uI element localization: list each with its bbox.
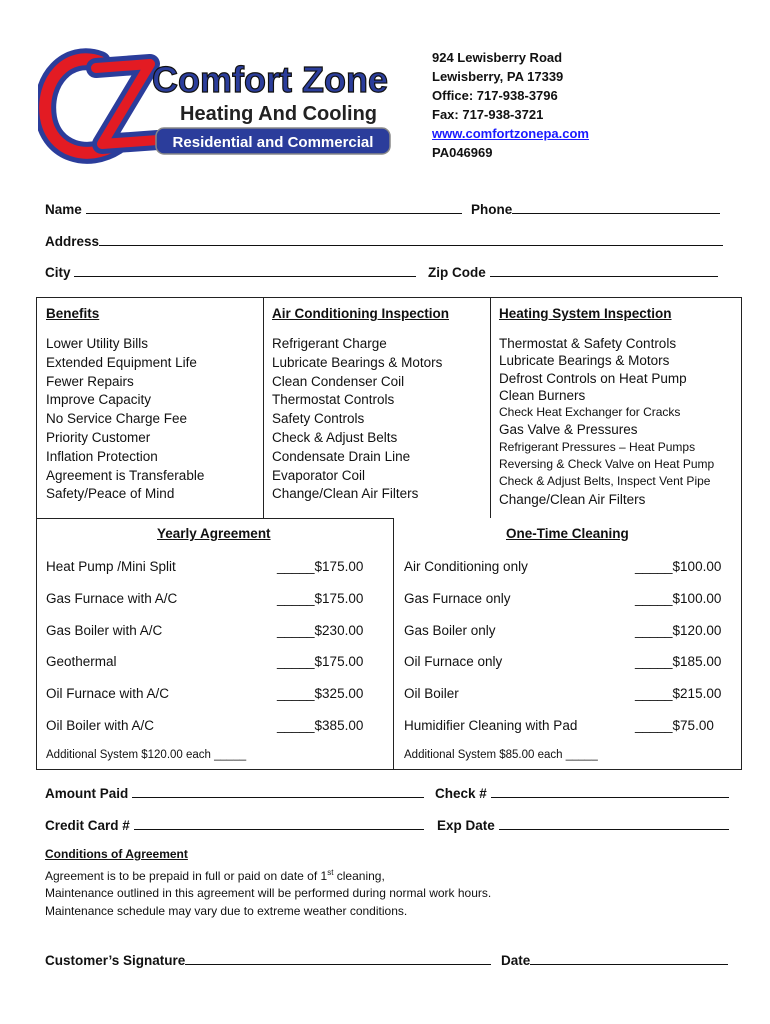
list-item: Inflation Protection xyxy=(46,448,158,464)
yearly-label: Geothermal xyxy=(46,654,117,669)
amount-paid-label: Amount Paid xyxy=(45,786,129,801)
list-item: Lubricate Bearings & Motors xyxy=(499,353,670,369)
list-item: Refrigerant Charge xyxy=(272,336,387,351)
conditions-block xyxy=(45,846,491,920)
name-label: Name xyxy=(45,202,82,217)
list-item: No Service Charge Fee xyxy=(46,411,188,427)
exp-date-field[interactable] xyxy=(437,817,729,833)
onetime-label: Air Conditioning only xyxy=(404,559,528,574)
service-table xyxy=(36,297,742,770)
list-item: Check & Adjust Belts, Inspect Vent Pipe xyxy=(499,474,711,489)
heating-inspection-header: Heating System Inspection xyxy=(499,306,672,321)
benefits-list xyxy=(46,335,204,504)
list-item: Condensate Drain Line xyxy=(272,448,411,464)
address-line-2: Lewisberry, PA 17339 xyxy=(432,69,564,84)
check-number-label: Check # xyxy=(435,786,487,801)
ac-inspection-list xyxy=(272,335,442,504)
yearly-price[interactable]: _____$175.00 xyxy=(277,559,364,574)
address-line-1: 924 Lewisberry Road xyxy=(432,50,563,65)
heating-inspection-list xyxy=(499,335,714,508)
list-item: Extended Equipment Life xyxy=(46,354,197,370)
conditions-line-3: Maintenance schedule may vary due to extreme weather conditions. xyxy=(45,903,408,918)
onetime-label: Oil Furnace only xyxy=(404,654,503,669)
yearly-header: Yearly Agreement xyxy=(157,526,271,541)
yearly-price[interactable]: _____$175.00 xyxy=(277,654,364,669)
list-item: Change/Clean Air Filters xyxy=(272,486,419,502)
list-item: Clean Burners xyxy=(499,387,586,403)
list-item: Improve Capacity xyxy=(46,392,152,408)
fax-number: Fax: 717-938-3721 xyxy=(432,107,544,122)
amount-paid-field[interactable] xyxy=(45,785,424,801)
credit-card-label: Credit Card # xyxy=(45,818,130,833)
onetime-price[interactable]: _____$75.00 xyxy=(635,718,714,733)
list-item: Check & Adjust Belts xyxy=(272,429,398,445)
onetime-price[interactable]: _____$215.00 xyxy=(635,686,722,701)
zip-field[interactable] xyxy=(428,264,718,280)
yearly-label: Oil Furnace with A/C xyxy=(46,686,170,701)
list-item: Gas Valve & Pressures xyxy=(499,422,638,438)
company-banner: Residential and Commercial xyxy=(172,134,374,151)
city-label: City xyxy=(45,265,71,280)
website-link[interactable]: www.comfortzonepa.com xyxy=(432,126,589,141)
list-item: Evaporator Coil xyxy=(272,467,366,483)
contact-block xyxy=(432,48,589,162)
list-item: Priority Customer xyxy=(46,429,151,445)
conditions-line-1: Agreement is to be prepaid in full or paid on date of 1st cleaning, xyxy=(45,867,385,883)
signature-label: Customer’s Signature xyxy=(45,953,186,968)
onetime-label: Humidifier Cleaning with Pad xyxy=(404,718,578,733)
address-field[interactable] xyxy=(45,233,723,249)
zip-label: Zip Code xyxy=(428,265,486,280)
list-item: Agreement is Transferable xyxy=(46,467,205,483)
name-field[interactable] xyxy=(45,201,462,217)
list-item: Thermostat Controls xyxy=(272,392,395,408)
onetime-label: Gas Boiler only xyxy=(404,623,496,638)
cz-monogram-icon xyxy=(38,40,408,170)
conditions-line-2: Maintenance outlined in this agreement will be performed during normal work hours. xyxy=(45,886,492,900)
conditions-header: Conditions of Agreement xyxy=(45,847,188,861)
yearly-label: Oil Boiler with A/C xyxy=(46,718,155,733)
onetime-additional[interactable]: Additional System $85.00 each _____ xyxy=(404,749,598,761)
list-item: Lubricate Bearings & Motors xyxy=(272,354,443,370)
license-number: PA046969 xyxy=(432,145,493,160)
list-item: Thermostat & Safety Controls xyxy=(499,336,677,351)
list-item: Refrigerant Pressures – Heat Pumps xyxy=(499,439,696,454)
credit-card-field[interactable] xyxy=(45,817,424,833)
list-item: Change/Clean Air Filters xyxy=(499,491,646,507)
onetime-price[interactable]: _____$100.00 xyxy=(635,559,722,574)
address-label: Address xyxy=(45,234,100,249)
list-item: Fewer Repairs xyxy=(46,373,134,389)
company-tagline: Heating And Cooling xyxy=(180,103,378,125)
office-phone: Office: 717-938-3796 xyxy=(432,88,558,103)
yearly-price[interactable]: _____$325.00 xyxy=(277,686,364,701)
date-field[interactable] xyxy=(501,952,728,968)
yearly-label: Gas Furnace with A/C xyxy=(46,591,178,606)
onetime-label: Oil Boiler xyxy=(404,686,459,701)
company-name: Comfort Zone xyxy=(152,59,388,100)
city-field[interactable] xyxy=(45,264,416,280)
list-item: Safety/Peace of Mind xyxy=(46,486,175,502)
list-item: Reversing & Check Valve on Heat Pump xyxy=(499,457,715,472)
onetime-price[interactable]: _____$120.00 xyxy=(635,623,722,638)
yearly-price[interactable]: _____$230.00 xyxy=(277,623,364,638)
company-logo xyxy=(38,40,408,170)
check-number-field[interactable] xyxy=(435,785,729,801)
list-item: Lower Utility Bills xyxy=(46,336,149,351)
onetime-header: One-Time Cleaning xyxy=(506,526,629,541)
signature-field[interactable] xyxy=(45,952,491,968)
onetime-price[interactable]: _____$100.00 xyxy=(635,591,722,606)
exp-date-label: Exp Date xyxy=(437,818,495,833)
yearly-additional[interactable]: Additional System $120.00 each _____ xyxy=(46,749,247,761)
ac-inspection-header: Air Conditioning Inspection xyxy=(272,306,449,321)
date-label: Date xyxy=(501,953,531,968)
onetime-price[interactable]: _____$185.00 xyxy=(635,654,722,669)
yearly-price[interactable]: _____$175.00 xyxy=(277,591,364,606)
yearly-label: Heat Pump /Mini Split xyxy=(46,559,176,574)
list-item: Clean Condenser Coil xyxy=(272,373,405,389)
yearly-price[interactable]: _____$385.00 xyxy=(277,718,364,733)
list-item: Check Heat Exchanger for Cracks xyxy=(499,405,681,420)
phone-field[interactable] xyxy=(471,201,720,217)
onetime-label: Gas Furnace only xyxy=(404,591,511,606)
list-item: Defrost Controls on Heat Pump xyxy=(499,370,687,386)
phone-label: Phone xyxy=(471,202,513,217)
yearly-label: Gas Boiler with A/C xyxy=(46,623,163,638)
list-item: Safety Controls xyxy=(272,411,365,427)
benefits-header: Benefits xyxy=(46,306,100,321)
